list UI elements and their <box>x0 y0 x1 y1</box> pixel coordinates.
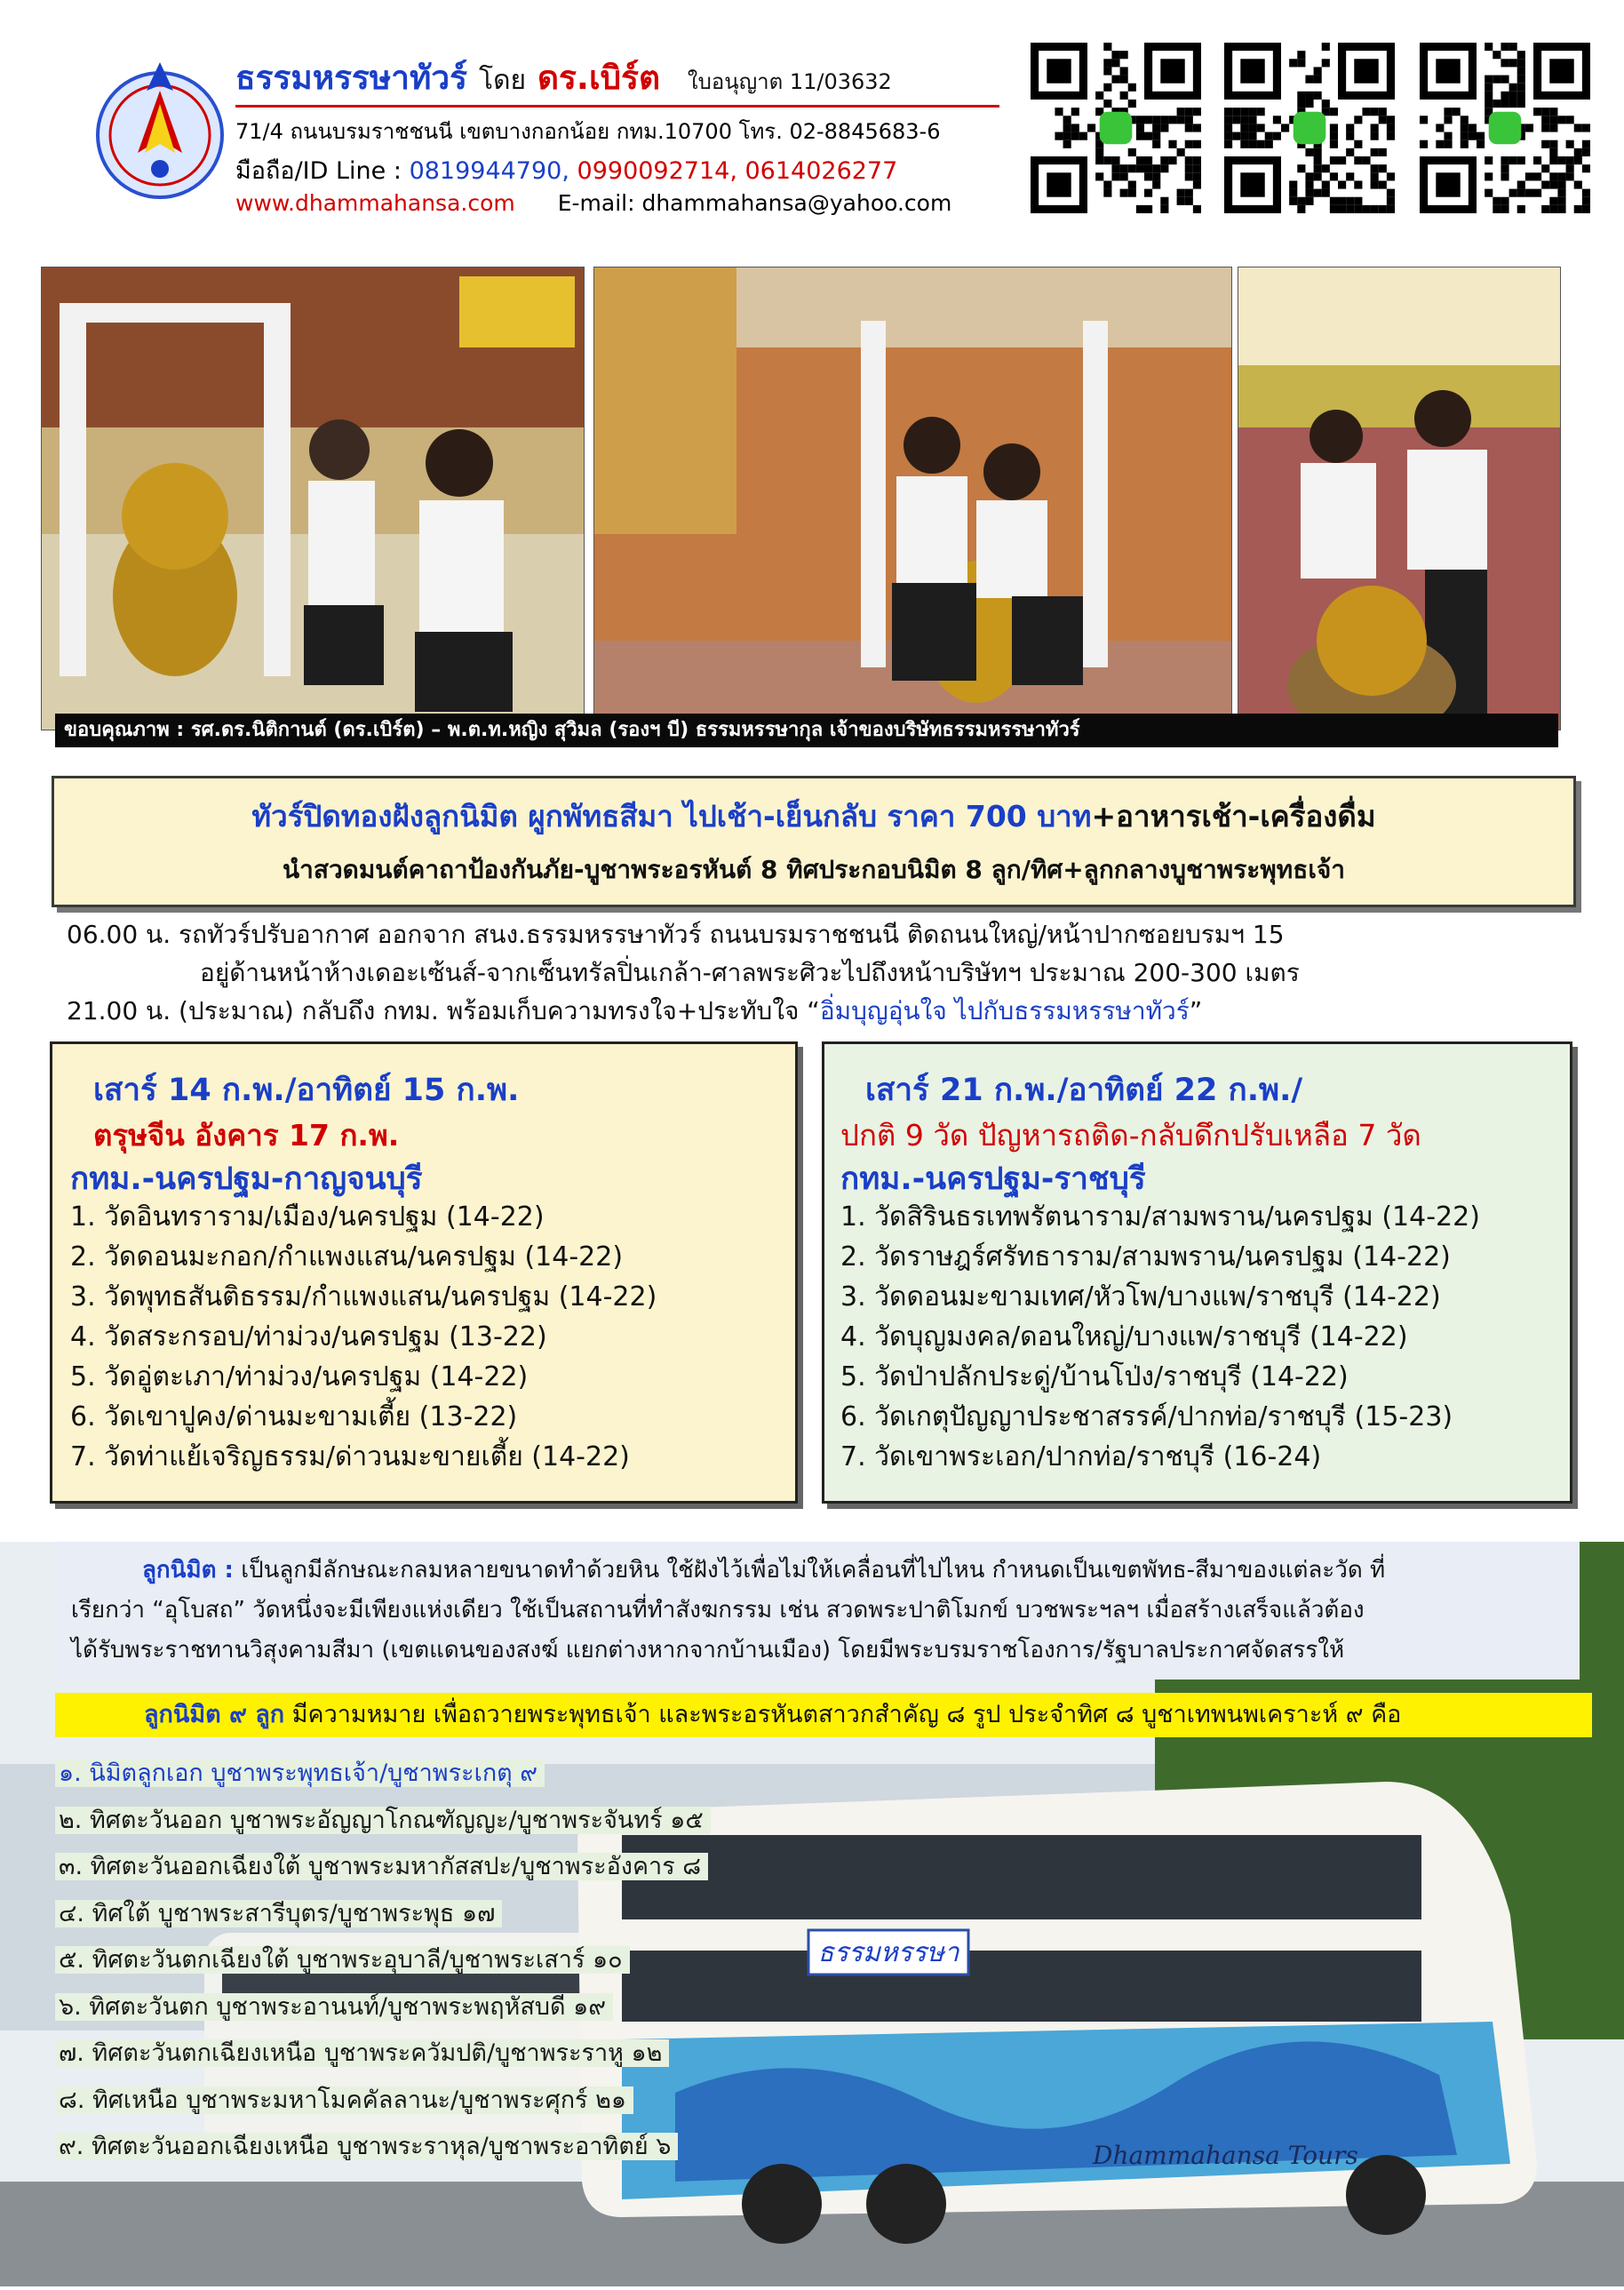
list-item: 4. วัดบุญมงคล/ดอนใหญ่/บางแพ/ราชบุรี (14-22) <box>840 1321 1408 1352</box>
photo-gold-ball-temple-1 <box>41 267 585 730</box>
list-item-text: ๘. ทิศเหนือ บูชาพระมหาโมคคัลลานะ/บูชาพระศุกร์ ๒๑ <box>55 2087 633 2114</box>
qr-code-icon <box>1031 43 1201 213</box>
list-item <box>55 1844 711 1891</box>
list-item-text: ๕. ทิศตะวันตกเฉียงใต้ บูชาพระอุบาลี/บูชาพระเสาร์ ๑๐ <box>55 1946 630 1974</box>
schedule-quote-close: ” <box>1189 996 1203 1025</box>
list-item <box>55 2078 711 2125</box>
list-item: 5. วัดป่าปลักประดู่/บ้านโป่ง/ราชบุรี (14-22) <box>840 1361 1349 1392</box>
list-item-text: ๙. ทิศตะวันออกเฉียงเหนือ บูชาพระราหุล/บูชาพระอาทิตย์ ๖ <box>55 2133 678 2160</box>
list-item: 1. วัดสิรินธรเทพรัตนาราม/สามพราน/นครปฐม (14-22) <box>840 1201 1480 1233</box>
list-item: 5. วัดอู่ตะเภา/ท่าม่วง/นครปฐม (14-22) <box>70 1361 529 1392</box>
headline-box <box>52 776 1576 907</box>
company-logo <box>93 55 227 211</box>
list-item: 3. วัดดอนมะขามเทศ/หัวโพ/บางแพ/ราชบุรี (14-22) <box>840 1281 1441 1313</box>
tour2-note: ปกติ 9 วัด ปัญหารถติด-กลับดึกปรับเหลือ 7 วัด <box>840 1118 1421 1153</box>
list-item <box>55 2031 711 2078</box>
schedule-location: อยู่ด้านหน้าห้างเดอะเซ้นส์-จากเซ็นทรัลปิ่นเกล้า-ศาลพระศิวะไปถึงหน้าบริษัทฯ ประมาณ 200-300 เมตร <box>200 958 1300 987</box>
schedule-slogan: อิ่มบุญอุ่นใจ ไปกับธรรมหรรษาทัวร์ <box>819 996 1190 1025</box>
phone-1[interactable]: 0819944790, <box>409 157 569 185</box>
schedule-departure: 06.00 น. รถทัวร์ปรับอากาศ ออกจาก สนง.ธรรมหรรษาทัวร์ ถนนบรมราชชนนี ติดถนนใหญ่/หน้าปากซอยบรมฯ 15 <box>67 920 1285 949</box>
list-item-text: ๑. นิมิตลูกเอก บูชาพระพุทธเจ้า/บูชาพระเกตุ ๙ <box>55 1759 545 1787</box>
list-item: 6. วัดเขาปูคง/ด่านมะขามเตี้ย (13-22) <box>70 1401 518 1432</box>
bus-brand-script: Dhammahansa Tours <box>1093 2141 1358 2170</box>
list-item: 6. วัดเกตุปัญญาประชาสรรค์/ปากท่อ/ราชบุรี (15-23) <box>840 1401 1453 1432</box>
list-item: 1. วัดอินทราราม/เมือง/นครปฐม (14-22) <box>70 1201 545 1233</box>
address: 71/4 ถนนบรมราชชนนี เขตบางกอกน้อย กทม.10700 โทร. 02-8845683-6 <box>235 119 941 144</box>
brand-by: โดย <box>478 65 527 96</box>
luknimit-label: ลูกนิมิต : <box>142 1557 234 1584</box>
luknimit-line-2: เรียกว่า “อุโบสถ” วัดหนึ่งจะมีเพียงแห่งเดียว ใช้เป็นสถานที่ทำสังฆกรรม เช่น สวดพระปาติโมกข์ บวชพระฯลฯ เมื่อสร้างเสร็จแล้วต้อง <box>71 1597 1365 1624</box>
phone-line <box>235 151 897 189</box>
luknimit-text-1: เป็นลูกมีลักษณะกลมหลายขนาดทำด้วยหิน ใช้ฝังไว้เพื่อไม่ให้เคลื่อนที่ไปไหน กำหนดเป็นเขตพัทธ-สีมาของแต่ละวัด ที่ <box>241 1557 1386 1584</box>
qr-code-icon <box>1420 43 1590 213</box>
tour2-dates: เสาร์ 21 ก.พ./อาทิตย์ 22 ก.พ./ <box>865 1073 1303 1108</box>
list-item-text: ๖. ทิศตะวันตก บูชาพระอานนท์/บูชาพระพฤหัสบดี ๑๙ <box>55 1993 613 2021</box>
list-item <box>55 1751 711 1798</box>
phone-label: มือถือ/ID Line : <box>235 157 402 185</box>
brand-doctor: ดร.เบิร์ต <box>537 59 661 97</box>
tour1-temple-list <box>70 1197 657 1477</box>
tour2-temple-list <box>840 1197 1480 1477</box>
headline-line-1 <box>54 793 1573 840</box>
email-link[interactable]: E-mail: dhammahansa@yahoo.com <box>557 190 952 216</box>
luknimit-description <box>55 1542 1580 1680</box>
list-item: 2. วัดดอนมะกอก/กำแพงแสน/นครปฐม (14-22) <box>70 1241 624 1273</box>
list-item <box>55 1798 711 1845</box>
list-item: 7. วัดเขาพระเอก/ปากท่อ/ราชบุรี (16-24) <box>840 1441 1322 1472</box>
list-item-text: ๒. ทิศตะวันออก บูชาพระอัญญาโกณฑัญญะ/บูชาพระจันทร์ ๑๕ <box>55 1807 711 1834</box>
list-item: 7. วัดท่าแย้เจริญธรรม/ด่าวนมะขายเตี้ย (14-22) <box>70 1441 630 1472</box>
list-item: 3. วัดพุทธสันติธรรม/กำแพงแสน/นครปฐม (14-22) <box>70 1281 657 1313</box>
phone-3[interactable]: 0614026277 <box>744 157 898 185</box>
nine-luknimit-banner <box>55 1693 1592 1737</box>
tour-box-kanchanaburi <box>50 1041 798 1504</box>
tour2-route: กทม.-นครปฐม-ราชบุรี <box>840 1161 1146 1197</box>
nine-directions-list <box>55 1751 711 2171</box>
phone-2[interactable]: 0990092714, <box>577 157 737 185</box>
luknimit-line-3: ได้รับพระราชทานวิสุงคามสีมา (เขตแดนของสงฆ์ แยกต่างหากจากบ้านเมือง) โดยมีพระบรมราชโองการ/รัฐบาลประกาศจัดสรรให้ <box>71 1637 1345 1664</box>
list-item-text: ๗. ทิศตะวันตกเฉียงเหนือ บูชาพระควัมปติ/บูชาพระราหู ๑๒ <box>55 2039 669 2067</box>
tour1-dates: เสาร์ 14 ก.พ./อาทิตย์ 15 ก.พ. <box>93 1073 520 1108</box>
contact-line <box>235 190 951 216</box>
list-item-text: ๔. ทิศใต้ บูชาพระสารีบุตร/บูชาพระพุธ ๑๗ <box>55 1900 502 1927</box>
tour1-special-date: ตรุษจีน อังคาร 17 ก.พ. <box>93 1118 400 1153</box>
nine-luknimit-label: ลูกนิมิต ๙ ลูก <box>144 1701 285 1728</box>
nine-luknimit-text: มีความหมาย เพื่อถวายพระพุทธเจ้า และพระอรหันตสาวกสำคัญ ๘ รูป ประจำทิศ ๘ บูชาเทพนพเคราะห์ ๙ คือ <box>284 1701 1402 1728</box>
list-item <box>55 2124 711 2171</box>
headline-extras: +อาหารเช้า-เครื่องดื่ม <box>1091 799 1376 834</box>
headline-line-2: นำสวดมนต์คาถาป้องกันภัย-บูชาพระอรหันต์ 8 ทิศประกอบนิมิต 8 ลูก/ทิศ+ลูกกลางบูชาพระพุทธเจ้า <box>282 855 1346 884</box>
qr-code-icon <box>1224 43 1395 213</box>
license-number: ใบอนุญาต 11/03632 <box>687 69 892 94</box>
list-item <box>55 1984 711 2031</box>
bus-brand-thai: ธรรมหรรษา <box>817 1937 959 1968</box>
photo-credit: ขอบคุณภาพ : รศ.ดร.นิติกานต์ (ดร.เบิร์ต) – พ.ต.ท.หญิง สุวิมล (รองฯ บี) ธรรมหรรษากุล เจ้าของบริษัทธรรมหรรษาทัวร์ <box>55 714 1558 747</box>
list-item-text: ๓. ทิศตะวันออกเฉียงใต้ บูชาพระมหากัสสปะ/บูชาพระอังคาร ๘ <box>55 1853 708 1880</box>
photo-gold-ball-temple-3 <box>1238 267 1561 730</box>
list-item: 2. วัดราษฎร์ศรัทธาราม/สามพราน/นครปฐม (14-22) <box>840 1241 1451 1273</box>
brand-line <box>235 52 892 104</box>
schedule-return <box>67 992 1202 1031</box>
photo-gold-ball-temple-2 <box>593 267 1232 730</box>
list-item <box>55 1891 711 1938</box>
tour1-route: กทม.-นครปฐม-กาญจนบุรี <box>70 1161 423 1197</box>
header-rule <box>235 105 999 108</box>
schedule-return-text: 21.00 น. (ประมาณ) กลับถึง กทม. พร้อมเก็บความทรงใจ+ประทับใจ “ <box>67 996 820 1025</box>
list-item <box>55 1937 711 1984</box>
headline-offer: ทัวร์ปิดทองฝังลูกนิมิต ผูกพัทธสีมา ไปเช้า-เย็นกลับ ราคา 700 บาท <box>251 799 1092 834</box>
website-link[interactable]: www.dhammahansa.com <box>235 190 515 216</box>
brand-name: ธรรมหรรษาทัวร์ <box>235 59 468 97</box>
tour-box-ratchaburi <box>822 1041 1572 1504</box>
luknimit-line-1 <box>71 1551 1564 1591</box>
list-item: 4. วัดสระกรอบ/ท่าม่วง/นครปฐม (13-22) <box>70 1321 547 1352</box>
